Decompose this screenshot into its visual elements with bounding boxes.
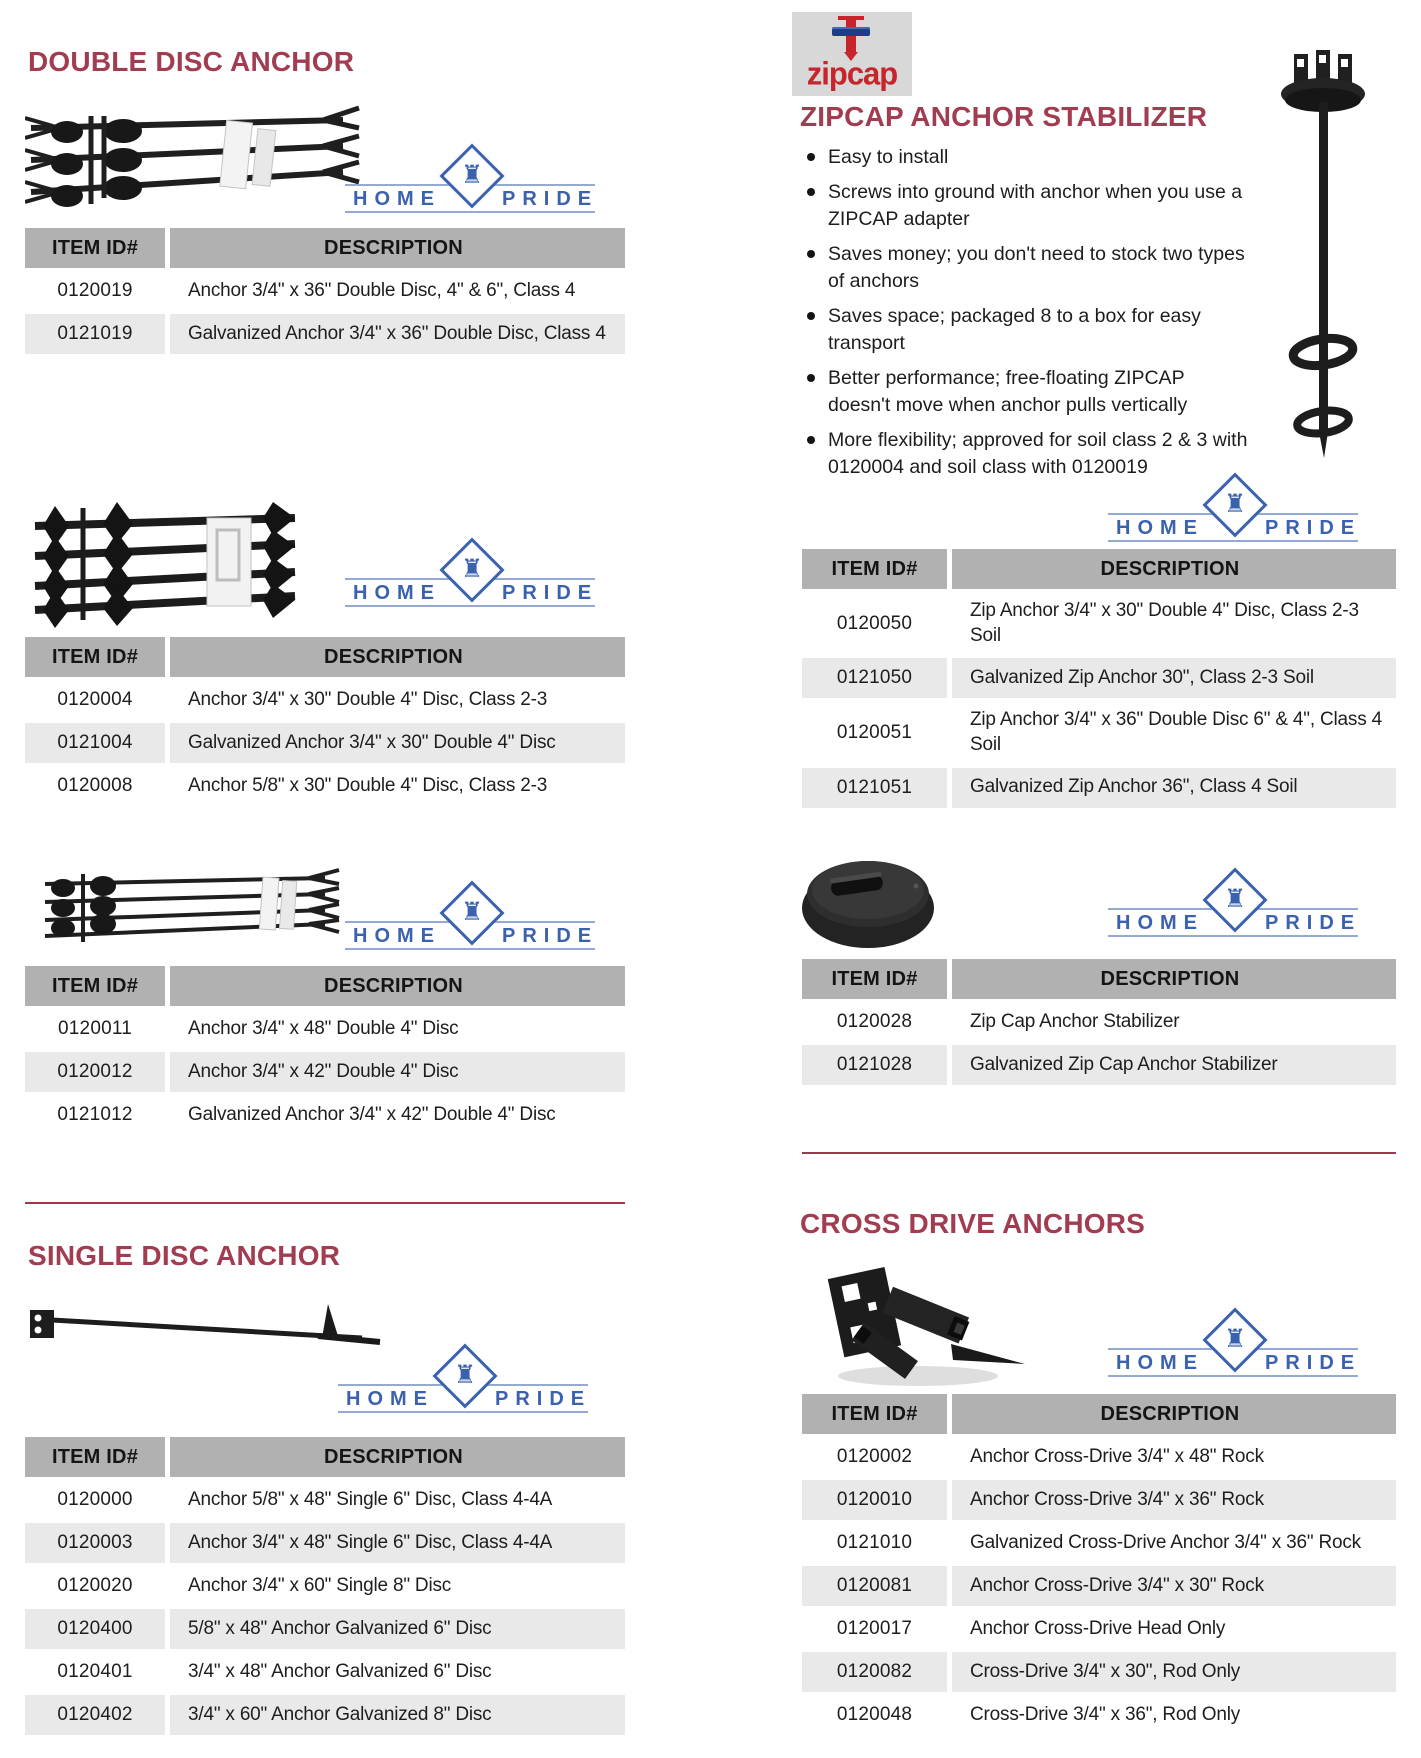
section-title-single-disc: SINGLE DISC ANCHOR xyxy=(28,1240,341,1271)
item-id-header: ITEM ID# xyxy=(802,1394,947,1434)
logo-word-pride: PRIDE xyxy=(502,925,599,947)
home-pride-logo xyxy=(1108,880,1362,940)
table-header-row xyxy=(25,637,625,677)
section-divider xyxy=(802,1152,1396,1154)
product-image-cross-drive xyxy=(793,1248,1038,1396)
description-cell: Anchor 3/4" x 48" Double 4" Disc xyxy=(170,1009,625,1049)
description-header: DESCRIPTION xyxy=(170,228,625,268)
table-row xyxy=(802,701,1396,764)
tower-icon: ♜ xyxy=(460,897,484,926)
tower-icon: ♜ xyxy=(1223,489,1247,518)
bullet-item: Saves space; packaged 8 to a box for easy transport xyxy=(800,303,1248,357)
description-cell: Galvanized Zip Cap Anchor Stabilizer xyxy=(952,1045,1396,1085)
item-id-header: ITEM ID# xyxy=(25,966,165,1006)
item-id-cell: 0120402 xyxy=(25,1695,165,1735)
table-row xyxy=(802,1002,1396,1042)
description-cell: 3/4" x 60" Anchor Galvanized 8" Disc xyxy=(170,1695,625,1735)
description-header: DESCRIPTION xyxy=(170,1437,625,1477)
table-row xyxy=(802,1652,1396,1692)
table-header-row xyxy=(802,549,1396,589)
table-row xyxy=(802,1566,1396,1606)
table-double-disc-42 xyxy=(25,966,625,1138)
table-row xyxy=(25,314,625,354)
logo-word-pride: PRIDE xyxy=(1265,912,1362,934)
table-row xyxy=(25,1052,625,1092)
item-id-cell: 0120003 xyxy=(25,1523,165,1563)
table-double-disc-30 xyxy=(25,637,625,809)
item-id-cell: 0120082 xyxy=(802,1652,947,1692)
table-row xyxy=(25,1523,625,1563)
table-single-disc xyxy=(25,1437,625,1738)
table-row xyxy=(802,1480,1396,1520)
logo-word-home: HOME xyxy=(353,582,441,604)
logo-word-home: HOME xyxy=(346,1388,434,1410)
description-header: DESCRIPTION xyxy=(952,549,1396,589)
product-image-double-disc-36 xyxy=(25,98,365,216)
logo-word-home: HOME xyxy=(1116,912,1204,934)
table-header-row xyxy=(25,228,625,268)
table-row xyxy=(25,1480,625,1520)
table-row xyxy=(25,723,625,763)
home-pride-logo xyxy=(338,1356,592,1416)
logo-word-pride: PRIDE xyxy=(1265,517,1362,539)
zipcap-logo xyxy=(792,12,912,96)
logo-word-home: HOME xyxy=(353,188,441,210)
item-id-header: ITEM ID# xyxy=(802,549,947,589)
item-id-cell: 0120019 xyxy=(25,271,165,311)
logo-line xyxy=(1108,1375,1358,1377)
tower-icon: ♜ xyxy=(460,554,484,583)
item-id-cell: 0120081 xyxy=(802,1566,947,1606)
logo-word-pride: PRIDE xyxy=(1265,1352,1362,1374)
home-pride-logo xyxy=(345,893,599,953)
description-cell: Anchor 3/4" x 48" Single 6" Disc, Class 4-4A xyxy=(170,1523,625,1563)
table-row xyxy=(802,658,1396,698)
description-cell: Galvanized Anchor 3/4" x 30" Double 4" Disc xyxy=(170,723,625,763)
description-cell: Anchor Cross-Drive 3/4" x 30" Rock xyxy=(952,1566,1396,1606)
home-pride-logo xyxy=(1108,1320,1362,1380)
logo-line xyxy=(1108,540,1358,542)
description-cell: Anchor 5/8" x 30" Double 4" Disc, Class 2-3 xyxy=(170,766,625,806)
description-header: DESCRIPTION xyxy=(170,966,625,1006)
table-row xyxy=(25,1609,625,1649)
description-cell: Anchor Cross-Drive Head Only xyxy=(952,1609,1396,1649)
item-id-cell: 0121051 xyxy=(802,768,947,808)
item-id-cell: 0121012 xyxy=(25,1095,165,1135)
table-row xyxy=(802,592,1396,655)
table-row xyxy=(802,1437,1396,1477)
product-image-double-disc-42 xyxy=(25,866,345,954)
table-header-row xyxy=(25,1437,625,1477)
logo-line xyxy=(338,1411,588,1413)
table-row xyxy=(25,1566,625,1606)
tower-icon: ♜ xyxy=(460,160,484,189)
item-id-cell: 0121019 xyxy=(25,314,165,354)
logo-word-pride: PRIDE xyxy=(502,188,599,210)
table-row xyxy=(802,768,1396,808)
zipcap-icon xyxy=(832,27,870,36)
table-row xyxy=(802,1523,1396,1563)
table-double-disc-36 xyxy=(25,228,625,357)
tower-icon: ♜ xyxy=(1223,884,1247,913)
product-image-zip-cap xyxy=(795,842,945,954)
description-cell: Galvanized Zip Anchor 30", Class 2-3 Soil xyxy=(952,658,1396,698)
description-cell: Anchor Cross-Drive 3/4" x 36" Rock xyxy=(952,1480,1396,1520)
logo-line xyxy=(345,605,595,607)
item-id-cell: 0120028 xyxy=(802,1002,947,1042)
logo-line xyxy=(345,211,595,213)
description-cell: Galvanized Zip Anchor 36", Class 4 Soil xyxy=(952,768,1396,808)
section-title-zipcap: ZIPCAP ANCHOR STABILIZER xyxy=(800,101,1208,132)
description-cell: Galvanized Anchor 3/4" x 42" Double 4" Disc xyxy=(170,1095,625,1135)
bullet-item: Saves money; you don't need to stock two types of anchors xyxy=(800,241,1248,295)
description-cell: Anchor 3/4" x 60" Single 8" Disc xyxy=(170,1566,625,1606)
logo-word-pride: PRIDE xyxy=(502,582,599,604)
item-id-cell: 0121028 xyxy=(802,1045,947,1085)
home-pride-logo xyxy=(1108,485,1362,545)
item-id-cell: 0120010 xyxy=(802,1480,947,1520)
description-cell: Anchor 5/8" x 48" Single 6" Disc, Class 4-4A xyxy=(170,1480,625,1520)
table-row xyxy=(25,1009,625,1049)
item-id-cell: 0120020 xyxy=(25,1566,165,1606)
item-id-header: ITEM ID# xyxy=(25,228,165,268)
description-header: DESCRIPTION xyxy=(952,959,1396,999)
item-id-cell: 0121050 xyxy=(802,658,947,698)
bullet-item: Easy to install xyxy=(800,144,1248,171)
logo-line xyxy=(345,948,595,950)
description-cell: Anchor Cross-Drive 3/4" x 48" Rock xyxy=(952,1437,1396,1477)
product-image-double-disc-30 xyxy=(25,492,325,632)
table-row xyxy=(25,1652,625,1692)
table-header-row xyxy=(802,1394,1396,1434)
tower-icon: ♜ xyxy=(1223,1324,1247,1353)
bullet-item: Better performance; free-floating ZIPCAP doesn't move when anchor pulls vertically xyxy=(800,365,1248,419)
zipcap-icon xyxy=(846,36,856,52)
item-id-cell: 0120017 xyxy=(802,1609,947,1649)
zipcap-icon xyxy=(846,20,856,27)
item-id-header: ITEM ID# xyxy=(25,1437,165,1477)
item-id-cell: 0121004 xyxy=(25,723,165,763)
logo-line xyxy=(1108,935,1358,937)
table-row xyxy=(802,1045,1396,1085)
item-id-cell: 0120051 xyxy=(802,701,947,764)
item-id-cell: 0120401 xyxy=(25,1652,165,1692)
description-cell: Zip Anchor 3/4" x 30" Double 4" Disc, Class 2-3 Soil xyxy=(952,592,1396,655)
table-row xyxy=(25,271,625,311)
table-header-row xyxy=(25,966,625,1006)
section-divider xyxy=(25,1202,625,1204)
description-cell: Cross-Drive 3/4" x 36", Rod Only xyxy=(952,1695,1396,1735)
tower-icon: ♜ xyxy=(453,1360,477,1389)
item-id-cell: 0120400 xyxy=(25,1609,165,1649)
logo-word-home: HOME xyxy=(353,925,441,947)
bullet-item: Screws into ground with anchor when you use a ZIPCAP adapter xyxy=(800,179,1248,233)
table-row xyxy=(25,766,625,806)
table-row xyxy=(25,1695,625,1735)
table-header-row xyxy=(802,959,1396,999)
table-row xyxy=(802,1695,1396,1735)
item-id-cell: 0120011 xyxy=(25,1009,165,1049)
description-cell: Cross-Drive 3/4" x 30", Rod Only xyxy=(952,1652,1396,1692)
product-image-single-disc xyxy=(22,1298,397,1360)
logo-word-home: HOME xyxy=(1116,1352,1204,1374)
table-cross-drive xyxy=(802,1394,1396,1738)
item-id-cell: 0120000 xyxy=(25,1480,165,1520)
item-id-cell: 0120012 xyxy=(25,1052,165,1092)
item-id-header: ITEM ID# xyxy=(802,959,947,999)
product-image-zip-anchor xyxy=(1278,50,1370,465)
home-pride-logo xyxy=(345,156,599,216)
table-row xyxy=(802,1609,1396,1649)
item-id-cell: 0120004 xyxy=(25,680,165,720)
item-id-cell: 0120048 xyxy=(802,1695,947,1735)
item-id-cell: 0120002 xyxy=(802,1437,947,1477)
description-cell: Zip Anchor 3/4" x 36" Double Disc 6" & 4", Class 4 Soil xyxy=(952,701,1396,764)
description-cell: Anchor 3/4" x 42" Double 4" Disc xyxy=(170,1052,625,1092)
item-id-cell: 0120008 xyxy=(25,766,165,806)
description-cell: Anchor 3/4" x 36" Double Disc, 4" & 6", Class 4 xyxy=(170,271,625,311)
description-cell: Anchor 3/4" x 30" Double 4" Disc, Class 2-3 xyxy=(170,680,625,720)
description-header: DESCRIPTION xyxy=(170,637,625,677)
description-cell: Galvanized Anchor 3/4" x 36" Double Disc, Class 4 xyxy=(170,314,625,354)
bullet-item: More flexibility; approved for soil class 2 & 3 with 0120004 and soil class with 0120019 xyxy=(800,427,1248,481)
description-cell: 5/8" x 48" Anchor Galvanized 6" Disc xyxy=(170,1609,625,1649)
zipcap-feature-list xyxy=(800,144,1248,489)
zipcap-logo-text: zipcap xyxy=(806,55,898,92)
section-title-double-disc: DOUBLE DISC ANCHOR xyxy=(28,46,355,77)
description-cell: Zip Cap Anchor Stabilizer xyxy=(952,1002,1396,1042)
table-zip-anchor xyxy=(802,549,1396,811)
item-id-cell: 0121010 xyxy=(802,1523,947,1563)
table-zip-cap xyxy=(802,959,1396,1088)
description-cell: Galvanized Cross-Drive Anchor 3/4" x 36" Rock xyxy=(952,1523,1396,1563)
description-cell: 3/4" x 48" Anchor Galvanized 6" Disc xyxy=(170,1652,625,1692)
logo-word-pride: PRIDE xyxy=(495,1388,592,1410)
item-id-cell: 0120050 xyxy=(802,592,947,655)
table-row xyxy=(25,680,625,720)
table-row xyxy=(25,1095,625,1135)
description-header: DESCRIPTION xyxy=(952,1394,1396,1434)
home-pride-logo xyxy=(345,550,599,610)
item-id-header: ITEM ID# xyxy=(25,637,165,677)
section-title-cross-drive: CROSS DRIVE ANCHORS xyxy=(800,1208,1146,1239)
logo-word-home: HOME xyxy=(1116,517,1204,539)
